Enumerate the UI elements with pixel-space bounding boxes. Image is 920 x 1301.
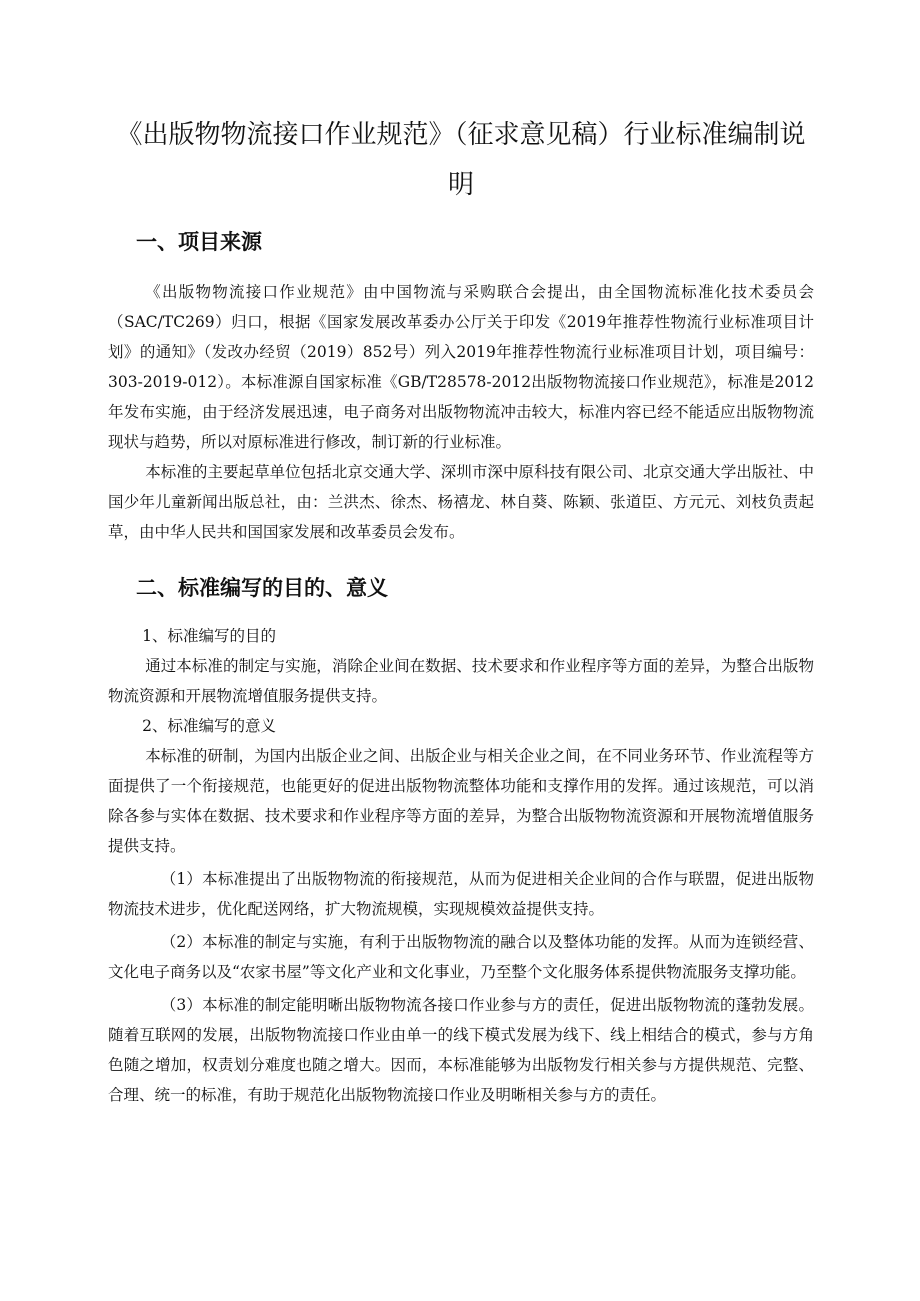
section-body-project-source xyxy=(108,277,814,547)
subheading-purpose: 1、标准编写的目的 xyxy=(142,627,276,645)
section-heading-project-source: 一、项目来源 xyxy=(136,230,262,254)
paragraph: 通过本标准的制定与实施，消除企业间在数据、技术要求和作业程序等方面的差异，为整合出版物物流资源和开展物流增值服务提供支持。 xyxy=(108,657,814,705)
paragraph: 本标准的研制，为国内出版企业之间、出版企业与相关企业之间，在不同业务环节、作业流程等方面提供了一个衔接规范，也能更好的促进出版物物流整体功能和支撑作用的发挥。通过该规范，可以消除各参与实体在数据、技术要求和作业程序等方面的差异，为整合出版物物流资源和开展物流增值服务提供支持。 xyxy=(108,747,814,855)
list-item: （2）本标准的制定与实施，有利于出版物物流的融合以及整体功能的发挥。从而为连锁经营、文化电子商务以及“农家书屋”等文化产业和文化事业，乃至整个文化服务体系提供物流服务支撑功能。 xyxy=(108,933,814,981)
section-body-purpose-significance xyxy=(108,621,814,1110)
section-heading-purpose-significance: 二、标准编写的目的、意义 xyxy=(136,576,388,600)
document-title: 《出版物物流接口作业规范》（征求意见稿）行业标准编制说明 xyxy=(116,120,806,200)
list-item: （3）本标准的制定能明晰出版物物流各接口作业参与方的责任，促进出版物物流的蓬勃发展。随着互联网的发展，出版物物流接口作业由单一的线下模式发展为线下、线上相结合的模式，参与方角色随之增加，权责划分难度也随之增大。因而，本标准能够为出版物发行相关参与方提供规范、完整、合理、统一的标准，有助于规范化出版物物流接口作业及明晰相关参与方的责任。 xyxy=(108,996,814,1104)
list-item: （1）本标准提出了出版物物流的衔接规范，从而为促进相关企业间的合作与联盟，促进出版物物流技术进步，优化配送网络，扩大物流规模，实现规模效益提供支持。 xyxy=(108,870,814,918)
subheading-significance: 2、标准编写的意义 xyxy=(142,717,276,735)
paragraph: 《出版物物流接口作业规范》由中国物流与采购联合会提出，由全国物流标准化技术委员会（SAC/TC269）归口，根据《国家发展改革委办公厅关于印发《2019年推荐性物流行业标准项目计划》的通知》（发改办经贸（2019）852号）列入2019年推荐性物流行业标准项目计划，项目编号：303-2019-012）。本标准源自国家标准《GB/T28578-2012出版物物流接口作业规范》，标准是2012年发布实施，由于经济发展迅速，电子商务对出版物物流冲击较大，标准内容已经不能适应出版物物流现状与趋势，所以对原标准进行修改，制订新的行业标准。 xyxy=(108,283,814,451)
paragraph: 本标准的主要起草单位包括北京交通大学、深圳市深中原科技有限公司、北京交通大学出版社、中国少年儿童新闻出版总社，由：兰洪杰、徐杰、杨禧龙、林自葵、陈颖、张道臣、方元元、刘枝负责起草，由中华人民共和国国家发展和改革委员会发布。 xyxy=(108,463,814,541)
